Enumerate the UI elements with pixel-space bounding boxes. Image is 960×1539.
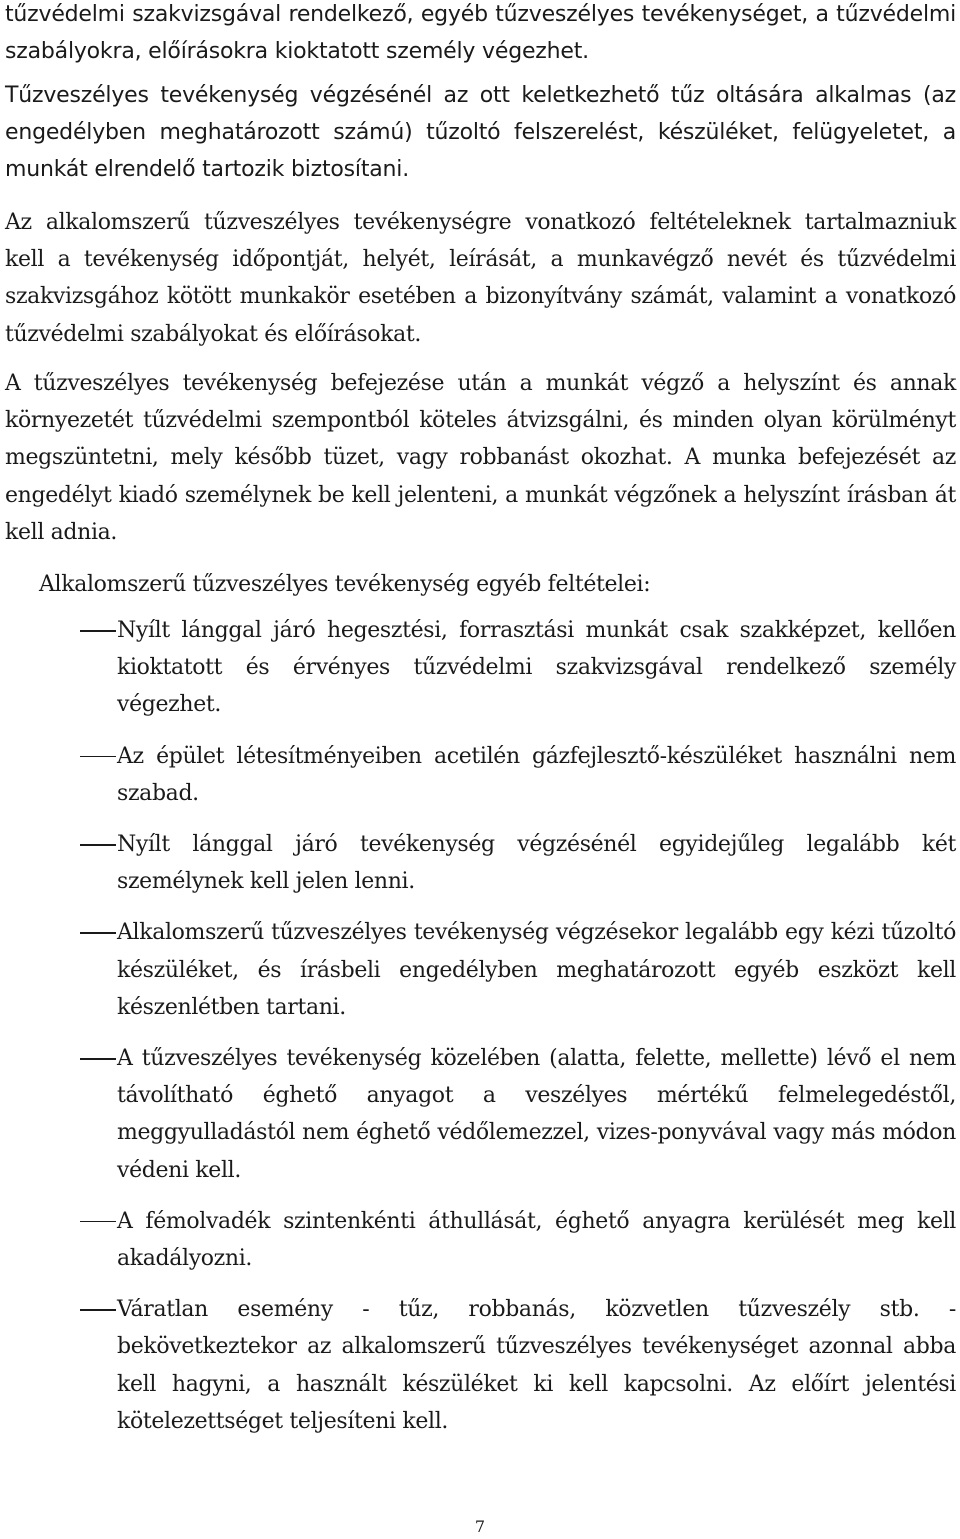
dash-bullet-icon — [80, 1221, 116, 1223]
paragraph-fire-exam-continuation: tűzvédelmi szakvizsgával rendelkező, egyéb tűzveszélyes tevékenységet, a tűzvédelmi szabályokra, előírásokra kioktatott személy végezhet. — [5, 2, 956, 65]
list-item-text: Alkalomszerű tűzveszélyes tevékenység végzésekor legalább egy kézi tűzoltó készüléket, és írásbeli engedélyben meghatározott egyéb eszközt kell készenlétben tartani. — [117, 920, 956, 1020]
page-number: 7 — [474, 1517, 486, 1536]
list-item-text: A tűzveszélyes tevékenység közelében (alatta, felette, mellette) lévő el nem távolítható éghető anyagot a veszélyes mértékű felmelegedéstől, meggyulladástól nem éghető védőlemezzel, vizes-ponyvával vagy más módon védeni kell. — [117, 1046, 956, 1183]
list-item-text: A fémolvadék szintenkénti áthullását, éghető anyagra kerülését meg kell akadályozni. — [117, 1208, 956, 1272]
paragraph-after-completion: A tűzveszélyes tevékenység befejezése után a munkát végző a helyszínt és annak környezetét tűzvédelmi szempontból köteles átvizsgálni, és minden olyan körülményt megszüntetni, mely később tüzet, vagy robbanást okozhat. A munka befejezését az engedélyt kiadó személynek be kell jelenteni, a munkát végzőnek a helyszínt írásban át kell adnia. — [5, 371, 956, 545]
list-item-text: Nyílt lánggal járó tevékenység végzésénél egyidejűleg legalább két személynek kell jelen lenni. — [117, 832, 956, 895]
paragraph-equipment-responsibility: Tűzveszélyes tevékenység végzésénél az ott keletkezhető tűz oltására alkalmas (az engedélyben meghatározott számú) tűzoltó felszerelést, készüléket, felügyeletet, a munkát elrendelő tartozik biztosítani. — [5, 83, 956, 183]
dash-bullet-icon — [80, 844, 116, 846]
list-item — [0, 826, 960, 900]
dash-bullet-icon — [80, 630, 116, 632]
list-item — [0, 914, 960, 1026]
paragraph-conditions-content: Az alkalomszerű tűzveszélyes tevékenységre vonatkozó feltételeknek tartalmazniuk kell a tevékenység időpontját, helyét, leírását, a munkavégző nevét és tűzvédelmi szakvizsgához kötött munkakör esetében a bizonyítvány számát, valamint a vonatkozó tűzvédelmi szabályokat és előírásokat. — [5, 210, 956, 347]
list-item — [0, 1040, 960, 1189]
dash-bullet-icon — [80, 1058, 116, 1060]
dash-bullet-icon — [80, 756, 116, 758]
dash-bullet-icon — [80, 1309, 116, 1311]
dash-bullet-icon — [80, 932, 116, 934]
list-item-text: Nyílt lánggal járó hegesztési, forrasztási munkát csak szakképzet, kellően kioktatott és érvényes tűzvédelmi szakvizsgával rendelkező személy végezhet. — [117, 618, 956, 718]
list-item-text: Váratlan esemény - tűz, robbanás, közvetlen tűzveszély stb. - bekövetkeztekor az alkalomszerű tűzveszélyes tevékenységet azonnal abba kell hagyni, a használt készüléket ki kell kapcsolni. Az előírt jelentési kötelezettséget teljesíteni kell. — [117, 1297, 956, 1434]
list-item — [0, 738, 960, 812]
list-item-text: Az épület létesítményeiben acetilén gázfejlesztő-készüléket használni nem szabad. — [117, 743, 956, 806]
list-item — [0, 1203, 960, 1277]
list-intro-heading: Alkalomszerű tűzveszélyes tevékenység egyéb feltételei: — [39, 572, 651, 597]
conditions-list — [0, 612, 960, 1454]
list-item — [0, 1291, 960, 1440]
list-item — [0, 612, 960, 724]
